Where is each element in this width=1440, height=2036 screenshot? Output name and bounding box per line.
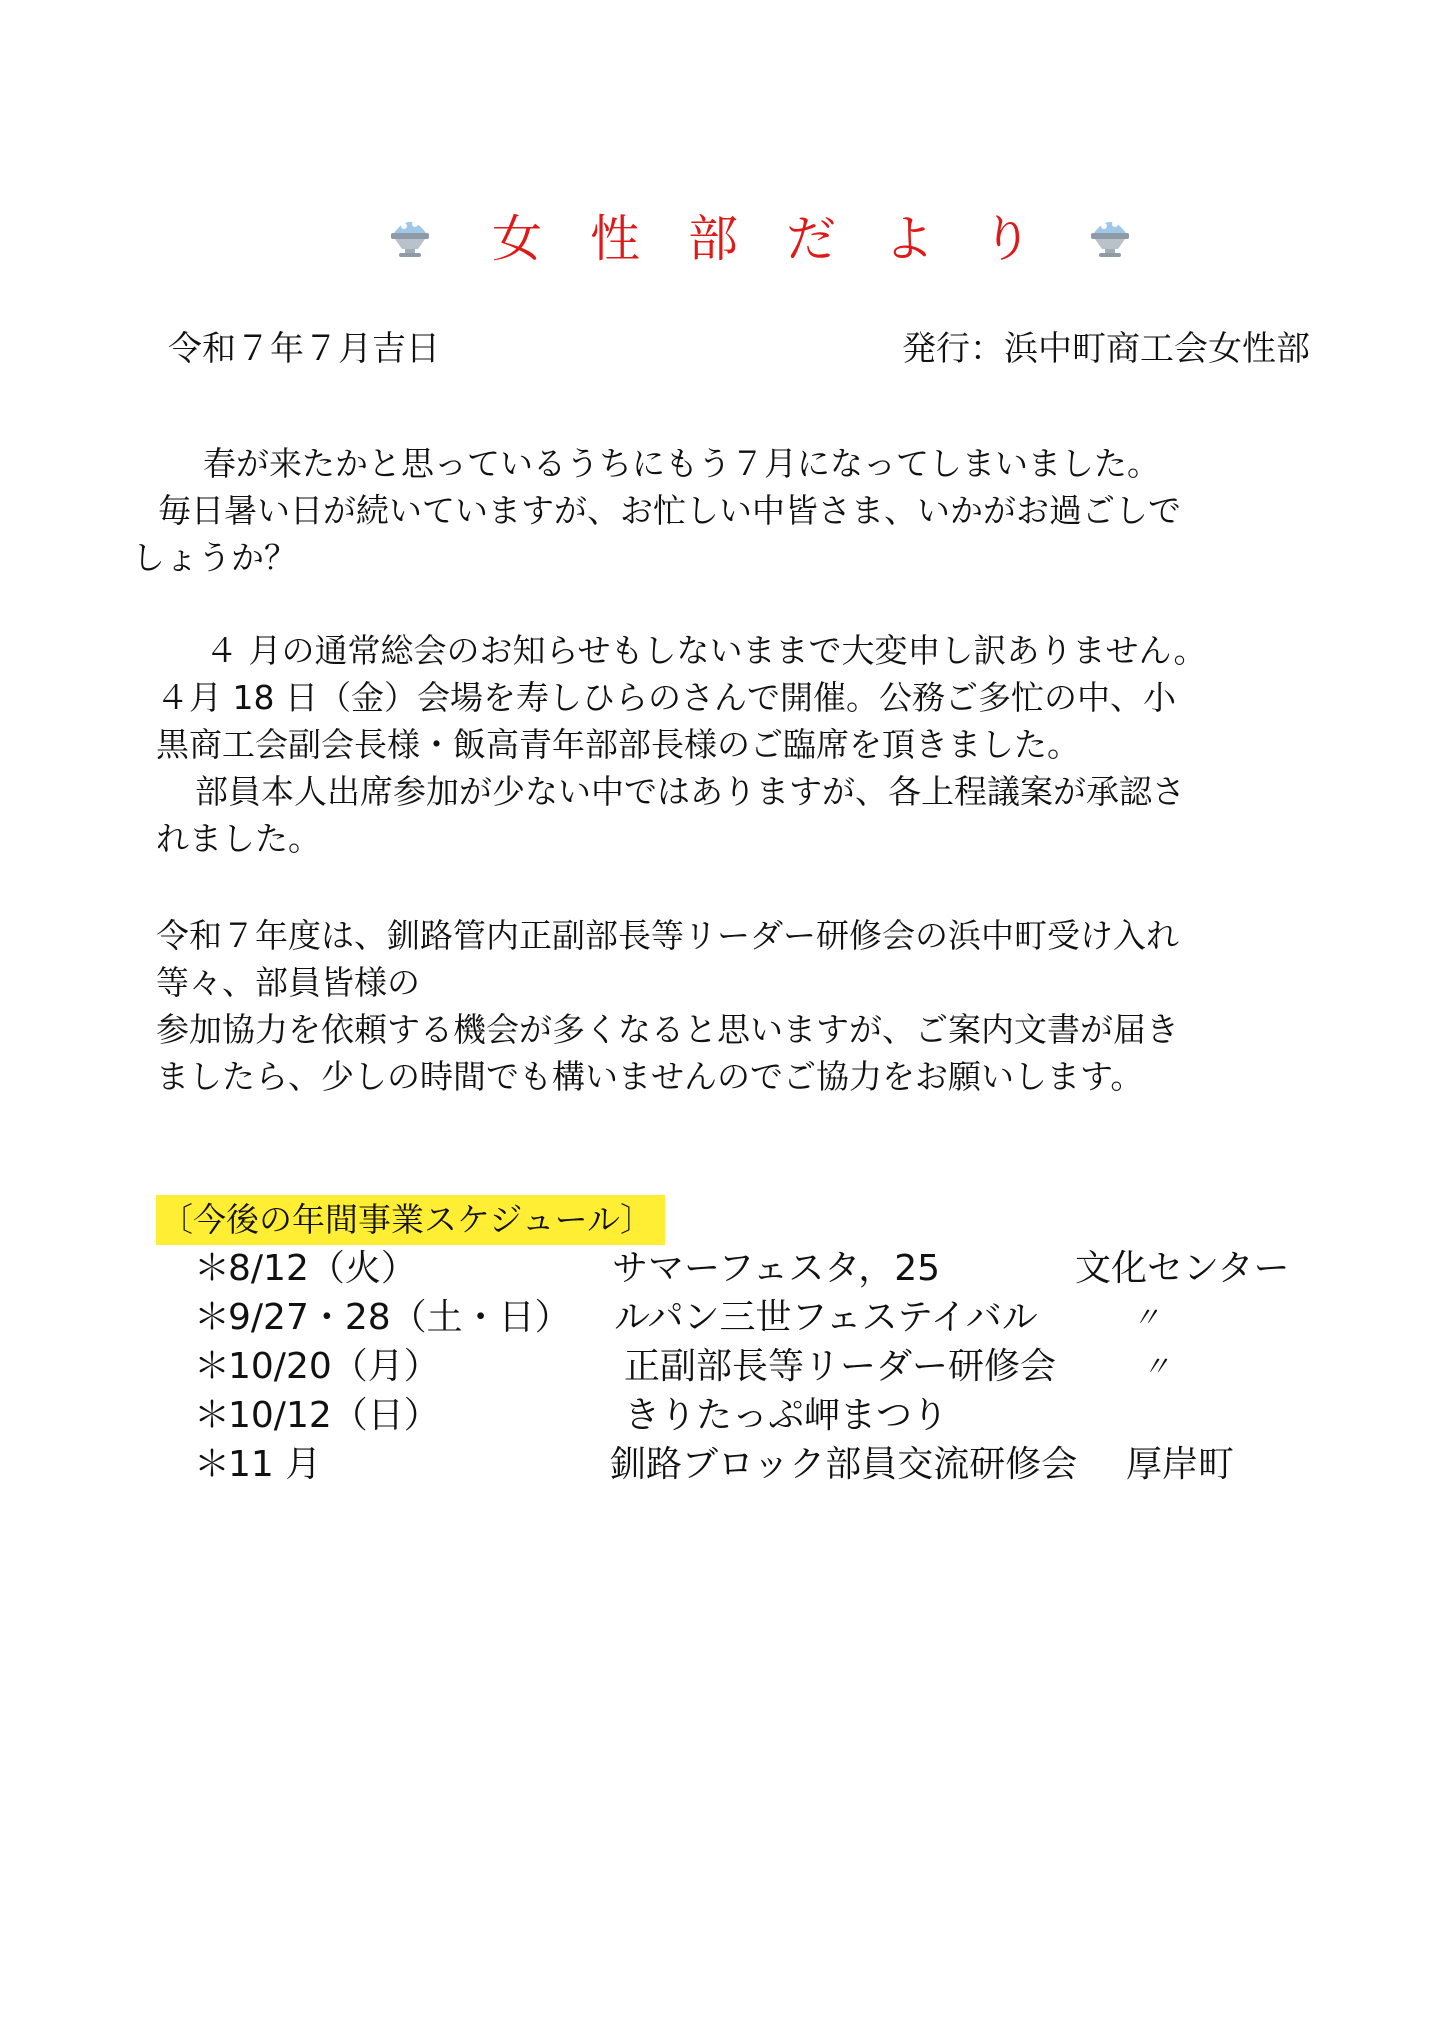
schedule-event: ルパン三世フェステイバル (614, 1297, 1038, 1338)
bullet: ＊ (194, 1248, 231, 1289)
notice-line: ましたら、少しの時間でも構いませんのでご協力をお願いします。 (156, 1057, 1144, 1096)
schedule-event: きりたっぷ岬まつり (624, 1395, 949, 1436)
schedule-location: 〃 (1142, 1350, 1173, 1383)
schedule-event: 釧路ブロック部員交流研修会 (610, 1444, 1078, 1485)
schedule-location: 厚岸町 (1126, 1444, 1235, 1485)
report-line: ４月 18 日（金）会場を寿しひらのさんで開催。公務ご多忙の中、小 (156, 678, 1176, 717)
schedule-heading: 〔今後の年間事業スケジュール〕 (156, 1195, 665, 1245)
schedule-location: 文化センター (1075, 1248, 1290, 1289)
schedule-event: サマーフェスタ，25 (612, 1248, 941, 1289)
greeting-line: 春が来たかと思っているうちにもう７月になってしまいました。 (170, 444, 1160, 483)
greeting-line: 毎日暑い日が続いていますが、お忙しい中皆さま、いかがお過ごしで (158, 491, 1181, 530)
schedule-event: 正副部長等リーダー研修会 (624, 1346, 1057, 1387)
notice-line: 参加協力を依頼する機会が多くなると思いますが、ご案内文書が届き (156, 1010, 1179, 1049)
schedule-location: 〃 (1132, 1301, 1163, 1334)
schedule-date: 10/12（日） (228, 1395, 440, 1436)
report-line: 黒商工会副会長様・飯高青年部部長様のご臨席を頂きました。 (156, 725, 1080, 764)
schedule-date: 10/20（月） (228, 1346, 440, 1387)
issue-date: 令和７年７月吉日 (168, 329, 440, 369)
bullet: ＊ (194, 1395, 231, 1436)
schedule-date: 8/12（火） (228, 1248, 417, 1289)
report-line: れました。 (156, 819, 321, 858)
shaved-ice-icon (1088, 213, 1132, 259)
notice-line: 令和７年度は、釧路管内正副部長等リーダー研修会の浜中町受け入れ (156, 916, 1179, 955)
report-line: ４ 月の通常総会のお知らせもしないままで大変申し訳ありません。 (172, 631, 1207, 670)
shaved-ice-icon (388, 213, 432, 259)
bullet: ＊ (194, 1444, 231, 1485)
schedule-date: 11 月 (228, 1444, 322, 1485)
bullet: ＊ (194, 1346, 231, 1387)
report-line: 部員本人出席参加が少ない中ではありますが、各上程議案が承認さ (162, 772, 1185, 811)
bullet: ＊ (194, 1297, 231, 1338)
notice-line: 等々、部員皆様の (156, 963, 420, 1002)
publisher: 発行：浜中町商工会女性部 (902, 329, 1310, 369)
schedule-date: 9/27・28（土・日） (228, 1297, 571, 1338)
greeting-line: しょうか？ (132, 538, 297, 577)
page-title: 女性部だより (492, 210, 1080, 268)
